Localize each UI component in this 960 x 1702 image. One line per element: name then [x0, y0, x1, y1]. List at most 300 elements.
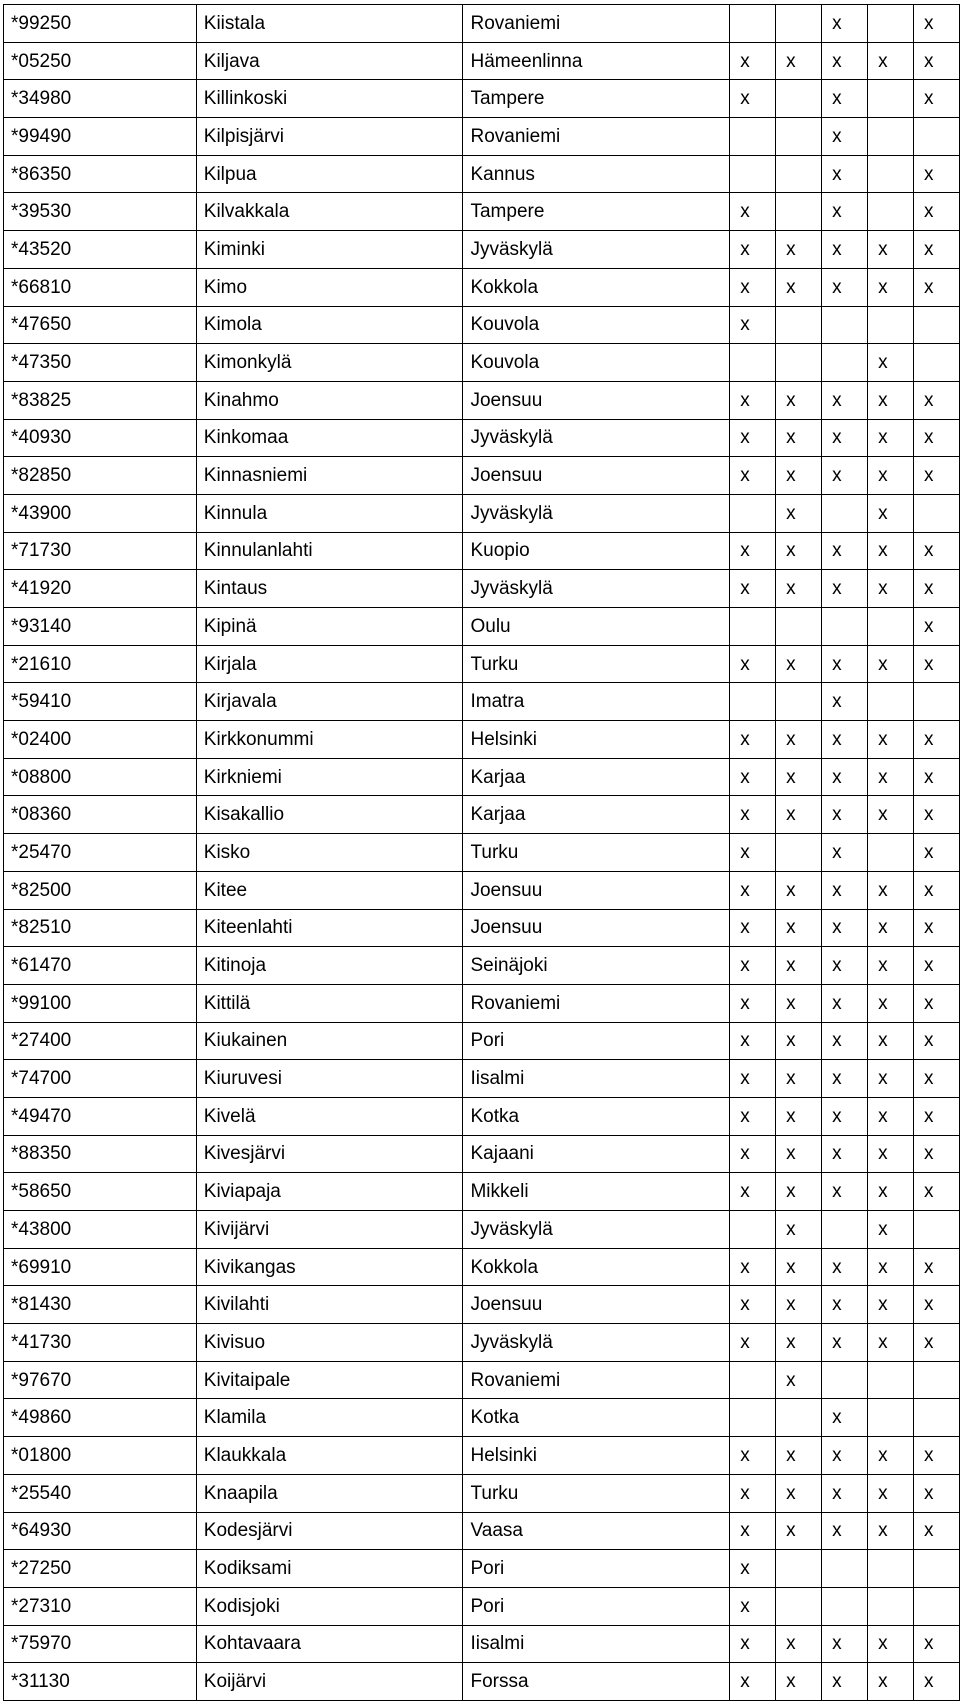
region-cell: Jyväskylä — [463, 419, 730, 457]
mark-cell — [868, 834, 914, 872]
mark-cell: x — [730, 984, 776, 1022]
mark-cell — [776, 193, 822, 231]
mark-cell: x — [822, 381, 868, 419]
mark-cell: x — [822, 457, 868, 495]
mark-cell: x — [730, 268, 776, 306]
mark-cell: x — [776, 721, 822, 759]
postal-code-cell: *66810 — [4, 268, 197, 306]
mark-cell: x — [730, 1135, 776, 1173]
locality-cell: Kodisjoki — [196, 1587, 463, 1625]
mark-cell: x — [730, 1550, 776, 1588]
mark-cell — [914, 1211, 960, 1249]
locality-cell: Kiviapaja — [196, 1173, 463, 1211]
mark-cell: x — [822, 80, 868, 118]
region-cell: Jyväskylä — [463, 570, 730, 608]
table-row — [4, 1248, 960, 1286]
region-cell: Kannus — [463, 155, 730, 193]
mark-cell: x — [914, 1324, 960, 1362]
mark-cell: x — [730, 1173, 776, 1211]
mark-cell — [730, 1361, 776, 1399]
mark-cell: x — [868, 1324, 914, 1362]
mark-cell: x — [776, 494, 822, 532]
mark-cell: x — [868, 1663, 914, 1701]
locality-cell: Kivelä — [196, 1097, 463, 1135]
mark-cell: x — [914, 1663, 960, 1701]
mark-cell: x — [822, 1625, 868, 1663]
postal-code-cell: *05250 — [4, 42, 197, 80]
mark-cell: x — [730, 1437, 776, 1475]
table-row — [4, 984, 960, 1022]
mark-cell: x — [868, 42, 914, 80]
mark-cell: x — [776, 1060, 822, 1098]
mark-cell — [822, 1587, 868, 1625]
region-cell: Helsinki — [463, 1437, 730, 1475]
table-row — [4, 909, 960, 947]
mark-cell: x — [914, 1173, 960, 1211]
region-cell: Turku — [463, 1474, 730, 1512]
table-row — [4, 1512, 960, 1550]
region-cell: Joensuu — [463, 381, 730, 419]
mark-cell — [776, 1399, 822, 1437]
mark-cell: x — [868, 457, 914, 495]
locality-cell: Kisko — [196, 834, 463, 872]
postal-code-cell: *86350 — [4, 155, 197, 193]
locality-cell: Kimola — [196, 306, 463, 344]
table-row — [4, 1286, 960, 1324]
mark-cell — [776, 118, 822, 156]
mark-cell: x — [868, 268, 914, 306]
mark-cell: x — [730, 457, 776, 495]
mark-cell: x — [914, 984, 960, 1022]
postal-code-cell: *99250 — [4, 5, 197, 43]
mark-cell: x — [822, 1022, 868, 1060]
postal-code-cell: *27310 — [4, 1587, 197, 1625]
mark-cell: x — [730, 947, 776, 985]
locality-cell: Kimonkylä — [196, 344, 463, 382]
mark-cell: x — [730, 645, 776, 683]
region-cell: Hämeenlinna — [463, 42, 730, 80]
locality-cell: Kivijärvi — [196, 1211, 463, 1249]
table-row — [4, 1550, 960, 1588]
postal-code-cell: *81430 — [4, 1286, 197, 1324]
mark-cell: x — [822, 155, 868, 193]
mark-cell: x — [822, 231, 868, 269]
region-cell: Kokkola — [463, 1248, 730, 1286]
mark-cell: x — [730, 1625, 776, 1663]
mark-cell: x — [868, 1286, 914, 1324]
region-cell: Imatra — [463, 683, 730, 721]
mark-cell: x — [914, 231, 960, 269]
mark-cell: x — [868, 231, 914, 269]
locality-cell: Kirkkonummi — [196, 721, 463, 759]
region-cell: Joensuu — [463, 1286, 730, 1324]
postal-code-cell: *71730 — [4, 532, 197, 570]
postal-code-cell: *69910 — [4, 1248, 197, 1286]
locality-cell: Knaapila — [196, 1474, 463, 1512]
locality-cell: Kivilahti — [196, 1286, 463, 1324]
region-cell: Turku — [463, 834, 730, 872]
mark-cell — [776, 344, 822, 382]
postal-code-cell: *40930 — [4, 419, 197, 457]
mark-cell: x — [914, 758, 960, 796]
postal-code-cell: *47650 — [4, 306, 197, 344]
mark-cell: x — [822, 570, 868, 608]
table-row — [4, 796, 960, 834]
region-cell: Joensuu — [463, 871, 730, 909]
mark-cell — [868, 683, 914, 721]
mark-cell: x — [868, 1135, 914, 1173]
postal-code-cell: *49860 — [4, 1399, 197, 1437]
mark-cell: x — [822, 193, 868, 231]
mark-cell: x — [822, 721, 868, 759]
mark-cell: x — [914, 1512, 960, 1550]
mark-cell — [914, 1550, 960, 1588]
table-row — [4, 1211, 960, 1249]
mark-cell: x — [868, 721, 914, 759]
locality-cell: Kintaus — [196, 570, 463, 608]
table-row — [4, 683, 960, 721]
mark-cell — [730, 5, 776, 43]
mark-cell: x — [914, 457, 960, 495]
mark-cell: x — [868, 494, 914, 532]
table-row — [4, 494, 960, 532]
postal-code-cell: *83825 — [4, 381, 197, 419]
mark-cell: x — [776, 1512, 822, 1550]
mark-cell — [730, 155, 776, 193]
mark-cell — [868, 118, 914, 156]
mark-cell — [868, 80, 914, 118]
mark-cell: x — [868, 1060, 914, 1098]
mark-cell: x — [730, 758, 776, 796]
mark-cell: x — [822, 796, 868, 834]
mark-cell: x — [914, 871, 960, 909]
locality-cell: Kohtavaara — [196, 1625, 463, 1663]
table-row — [4, 645, 960, 683]
mark-cell: x — [868, 909, 914, 947]
mark-cell — [914, 1399, 960, 1437]
postal-code-cell: *01800 — [4, 1437, 197, 1475]
region-cell: Jyväskylä — [463, 1324, 730, 1362]
mark-cell: x — [914, 570, 960, 608]
region-cell: Jyväskylä — [463, 231, 730, 269]
table-row — [4, 532, 960, 570]
table-row — [4, 1587, 960, 1625]
table-row — [4, 871, 960, 909]
postal-code-cell: *39530 — [4, 193, 197, 231]
table-row — [4, 381, 960, 419]
table-row — [4, 1022, 960, 1060]
postal-code-cell: *59410 — [4, 683, 197, 721]
mark-cell: x — [868, 645, 914, 683]
locality-cell: Kinahmo — [196, 381, 463, 419]
table-body — [4, 5, 960, 1701]
locality-cell: Kirjavala — [196, 683, 463, 721]
mark-cell: x — [914, 1625, 960, 1663]
mark-cell: x — [730, 42, 776, 80]
region-cell: Tampere — [463, 80, 730, 118]
mark-cell: x — [822, 1286, 868, 1324]
region-cell: Forssa — [463, 1663, 730, 1701]
region-cell: Joensuu — [463, 909, 730, 947]
region-cell: Kokkola — [463, 268, 730, 306]
mark-cell: x — [822, 871, 868, 909]
mark-cell: x — [776, 796, 822, 834]
mark-cell: x — [868, 1211, 914, 1249]
mark-cell: x — [822, 532, 868, 570]
mark-cell — [914, 1361, 960, 1399]
locality-cell: Kiteenlahti — [196, 909, 463, 947]
mark-cell: x — [730, 80, 776, 118]
locality-cell: Kilpua — [196, 155, 463, 193]
mark-cell: x — [822, 984, 868, 1022]
mark-cell — [776, 683, 822, 721]
table-row — [4, 344, 960, 382]
mark-cell: x — [868, 1022, 914, 1060]
mark-cell: x — [822, 1512, 868, 1550]
mark-cell — [730, 344, 776, 382]
mark-cell: x — [868, 1474, 914, 1512]
table-row — [4, 118, 960, 156]
mark-cell: x — [914, 645, 960, 683]
mark-cell — [914, 306, 960, 344]
region-cell: Iisalmi — [463, 1625, 730, 1663]
mark-cell: x — [776, 231, 822, 269]
postal-code-cell: *34980 — [4, 80, 197, 118]
postal-code-cell: *41920 — [4, 570, 197, 608]
postal-code-cell: *99100 — [4, 984, 197, 1022]
postal-code-cell: *08800 — [4, 758, 197, 796]
mark-cell: x — [914, 42, 960, 80]
mark-cell: x — [730, 381, 776, 419]
table-row — [4, 1361, 960, 1399]
mark-cell: x — [776, 871, 822, 909]
mark-cell: x — [868, 570, 914, 608]
mark-cell: x — [868, 1437, 914, 1475]
locality-cell: Kivisuo — [196, 1324, 463, 1362]
mark-cell: x — [730, 1324, 776, 1362]
mark-cell: x — [730, 532, 776, 570]
locality-cell: Kinkomaa — [196, 419, 463, 457]
mark-cell: x — [776, 984, 822, 1022]
mark-cell: x — [822, 42, 868, 80]
mark-cell: x — [914, 1022, 960, 1060]
postal-code-cell: *02400 — [4, 721, 197, 759]
postal-code-cell: *99490 — [4, 118, 197, 156]
mark-cell: x — [822, 1474, 868, 1512]
mark-cell: x — [730, 871, 776, 909]
region-cell: Kotka — [463, 1097, 730, 1135]
region-cell: Karjaa — [463, 758, 730, 796]
mark-cell: x — [776, 1022, 822, 1060]
mark-cell: x — [776, 1361, 822, 1399]
mark-cell: x — [868, 758, 914, 796]
postal-code-cell: *58650 — [4, 1173, 197, 1211]
region-cell: Joensuu — [463, 457, 730, 495]
table-row — [4, 42, 960, 80]
table-row — [4, 721, 960, 759]
mark-cell: x — [776, 1663, 822, 1701]
mark-cell: x — [868, 984, 914, 1022]
mark-cell — [868, 5, 914, 43]
mark-cell: x — [730, 570, 776, 608]
mark-cell: x — [776, 457, 822, 495]
mark-cell: x — [868, 532, 914, 570]
mark-cell: x — [776, 381, 822, 419]
table-row — [4, 1474, 960, 1512]
region-cell: Pori — [463, 1022, 730, 1060]
mark-cell — [914, 118, 960, 156]
locality-cell: Kiljava — [196, 42, 463, 80]
mark-cell — [776, 1550, 822, 1588]
mark-cell: x — [730, 1248, 776, 1286]
mark-cell: x — [914, 947, 960, 985]
region-cell: Rovaniemi — [463, 5, 730, 43]
region-cell: Jyväskylä — [463, 1211, 730, 1249]
postal-code-cell: *61470 — [4, 947, 197, 985]
table-row — [4, 1097, 960, 1135]
postal-code-cell: *64930 — [4, 1512, 197, 1550]
mark-cell: x — [776, 909, 822, 947]
locality-cell: Kirkniemi — [196, 758, 463, 796]
postal-code-cell: *82510 — [4, 909, 197, 947]
region-cell: Tampere — [463, 193, 730, 231]
mark-cell: x — [914, 1286, 960, 1324]
table-row — [4, 1399, 960, 1437]
mark-cell: x — [868, 796, 914, 834]
mark-cell: x — [776, 1248, 822, 1286]
mark-cell: x — [822, 1248, 868, 1286]
region-cell: Kouvola — [463, 344, 730, 382]
table-row — [4, 608, 960, 646]
postal-code-cell: *47350 — [4, 344, 197, 382]
mark-cell: x — [868, 344, 914, 382]
mark-cell: x — [822, 118, 868, 156]
mark-cell: x — [730, 193, 776, 231]
mark-cell: x — [914, 834, 960, 872]
locality-cell: Kinnasniemi — [196, 457, 463, 495]
region-cell: Rovaniemi — [463, 984, 730, 1022]
mark-cell: x — [822, 1324, 868, 1362]
mark-cell: x — [822, 758, 868, 796]
mark-cell — [730, 1399, 776, 1437]
mark-cell: x — [868, 1512, 914, 1550]
mark-cell: x — [914, 268, 960, 306]
mark-cell — [730, 118, 776, 156]
mark-cell: x — [730, 306, 776, 344]
mark-cell: x — [776, 758, 822, 796]
mark-cell — [868, 306, 914, 344]
mark-cell: x — [822, 1437, 868, 1475]
locality-cell: Kiuruvesi — [196, 1060, 463, 1098]
mark-cell: x — [914, 796, 960, 834]
table-row — [4, 1437, 960, 1475]
mark-cell: x — [730, 834, 776, 872]
mark-cell: x — [776, 1474, 822, 1512]
locality-cell: Kiistala — [196, 5, 463, 43]
locality-cell: Kodiksami — [196, 1550, 463, 1588]
postal-code-cell: *43800 — [4, 1211, 197, 1249]
mark-cell: x — [914, 909, 960, 947]
mark-cell: x — [730, 1022, 776, 1060]
mark-cell: x — [914, 608, 960, 646]
mark-cell — [914, 344, 960, 382]
postal-code-cell: *27400 — [4, 1022, 197, 1060]
mark-cell: x — [868, 419, 914, 457]
postal-code-cell: *82850 — [4, 457, 197, 495]
mark-cell: x — [776, 1437, 822, 1475]
mark-cell — [868, 1361, 914, 1399]
mark-cell — [730, 1211, 776, 1249]
mark-cell — [868, 608, 914, 646]
mark-cell: x — [822, 645, 868, 683]
table-row — [4, 80, 960, 118]
mark-cell — [776, 80, 822, 118]
postal-code-cell: *27250 — [4, 1550, 197, 1588]
mark-cell — [822, 494, 868, 532]
mark-cell: x — [914, 1248, 960, 1286]
mark-cell: x — [776, 532, 822, 570]
mark-cell: x — [776, 1097, 822, 1135]
postal-code-cell: *93140 — [4, 608, 197, 646]
locality-cell: Kiukainen — [196, 1022, 463, 1060]
locality-cell: Kimo — [196, 268, 463, 306]
locality-cell: Killinkoski — [196, 80, 463, 118]
mark-cell — [868, 1399, 914, 1437]
table-row — [4, 306, 960, 344]
locality-cell: Kitinoja — [196, 947, 463, 985]
mark-cell: x — [914, 381, 960, 419]
table-row — [4, 947, 960, 985]
mark-cell: x — [914, 155, 960, 193]
mark-cell — [868, 1587, 914, 1625]
table-row — [4, 1625, 960, 1663]
mark-cell: x — [776, 419, 822, 457]
locality-cell: Kinnulanlahti — [196, 532, 463, 570]
locality-cell: Kiminki — [196, 231, 463, 269]
mark-cell — [730, 494, 776, 532]
mark-cell — [914, 1587, 960, 1625]
table-row — [4, 1173, 960, 1211]
locality-cell: Kittilä — [196, 984, 463, 1022]
mark-cell: x — [868, 1625, 914, 1663]
locality-cell: Kipinä — [196, 608, 463, 646]
mark-cell: x — [822, 419, 868, 457]
mark-cell: x — [776, 1324, 822, 1362]
mark-cell: x — [822, 1135, 868, 1173]
mark-cell — [730, 608, 776, 646]
mark-cell: x — [822, 1399, 868, 1437]
locality-cell: Kitee — [196, 871, 463, 909]
mark-cell: x — [776, 1211, 822, 1249]
region-cell: Pori — [463, 1550, 730, 1588]
mark-cell — [776, 1587, 822, 1625]
postal-code-cell: *41730 — [4, 1324, 197, 1362]
table-row — [4, 570, 960, 608]
mark-cell: x — [914, 532, 960, 570]
mark-cell: x — [914, 419, 960, 457]
mark-cell: x — [822, 683, 868, 721]
mark-cell: x — [868, 947, 914, 985]
locality-cell: Kilpisjärvi — [196, 118, 463, 156]
mark-cell — [776, 608, 822, 646]
mark-cell: x — [776, 570, 822, 608]
mark-cell: x — [730, 1474, 776, 1512]
region-cell: Seinäjoki — [463, 947, 730, 985]
mark-cell: x — [776, 947, 822, 985]
table-row — [4, 1060, 960, 1098]
region-cell: Helsinki — [463, 721, 730, 759]
mark-cell — [822, 344, 868, 382]
